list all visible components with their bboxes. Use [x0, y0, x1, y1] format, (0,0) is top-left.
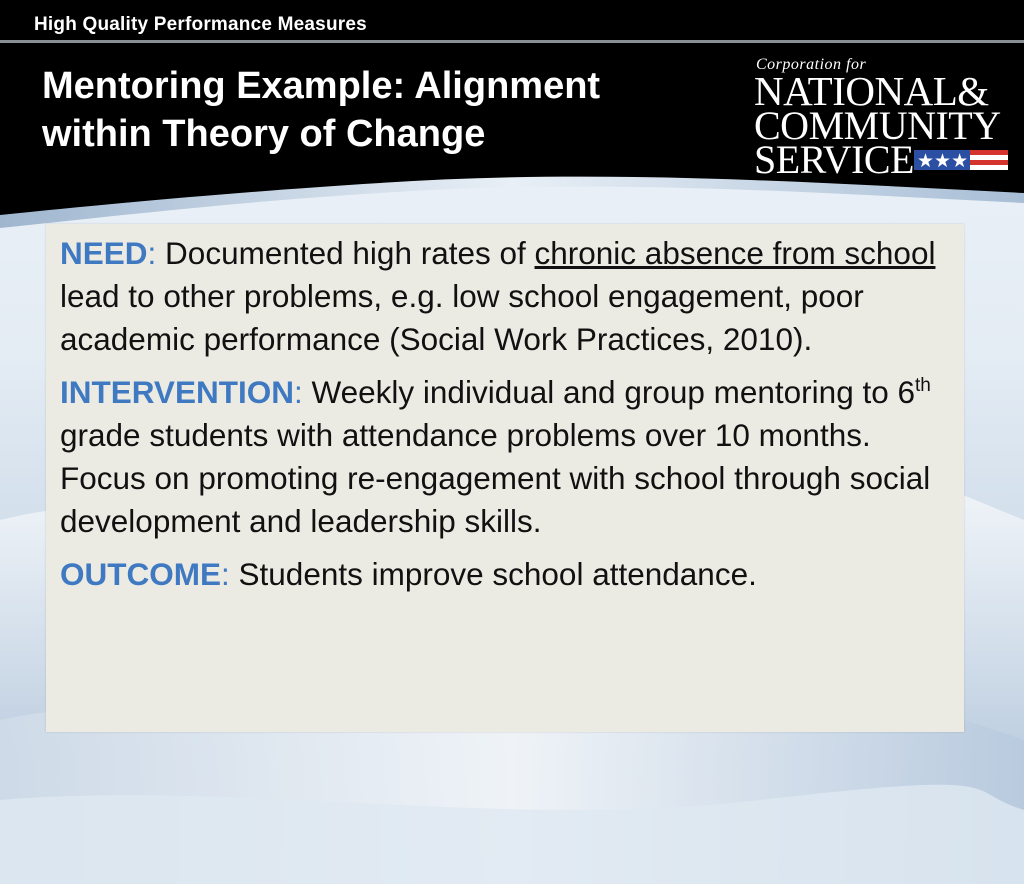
- slide-title: [42, 62, 712, 158]
- content-text: [60, 232, 956, 606]
- outcome-paragraph: [60, 553, 956, 596]
- need-text-1: Documented high rates of: [156, 235, 535, 271]
- intervention-text-1: Weekly individual and group mentoring to 6: [302, 374, 915, 410]
- title-line-1: Mentoring Example: Alignment: [42, 65, 601, 107]
- title-line-2: within Theory of Change: [42, 113, 486, 155]
- logo-community: COMMUNITY: [754, 103, 1001, 148]
- section-label: High Quality Performance Measures: [34, 14, 367, 35]
- intervention-paragraph: [60, 371, 956, 543]
- cncs-logo: [754, 56, 1010, 182]
- intervention-colon: :: [293, 374, 303, 410]
- outcome-colon: :: [221, 556, 230, 592]
- logo-national: NATIONAL&: [754, 68, 989, 114]
- need-paragraph: [60, 232, 956, 361]
- header-divider: [0, 40, 1024, 43]
- flag-icon: [914, 148, 1008, 172]
- svg-text:★★★: ★★★: [917, 150, 969, 172]
- need-label: NEED: [60, 235, 148, 271]
- content-box: [46, 224, 964, 732]
- logo-service: SERVICE: [754, 137, 914, 182]
- top-strip: [0, 0, 1024, 40]
- need-colon: :: [147, 235, 157, 271]
- intervention-text-2: grade students with attendance problems over 10 months. Focus on promoting re-engagement with school through social development and leadership skills.: [60, 417, 931, 539]
- need-underlined: chronic absence from school: [534, 235, 936, 271]
- outcome-label: OUTCOME: [60, 556, 221, 592]
- intervention-label: INTERVENTION: [60, 374, 294, 410]
- need-text-2: lead to other problems, e.g. low school engagement, poor academic performance (Social Work Practices, 2010).: [60, 278, 864, 357]
- intervention-sup: th: [915, 375, 931, 396]
- logo-corporation-for: Corporation for: [756, 56, 867, 73]
- outcome-text: Students improve school attendance.: [229, 556, 757, 592]
